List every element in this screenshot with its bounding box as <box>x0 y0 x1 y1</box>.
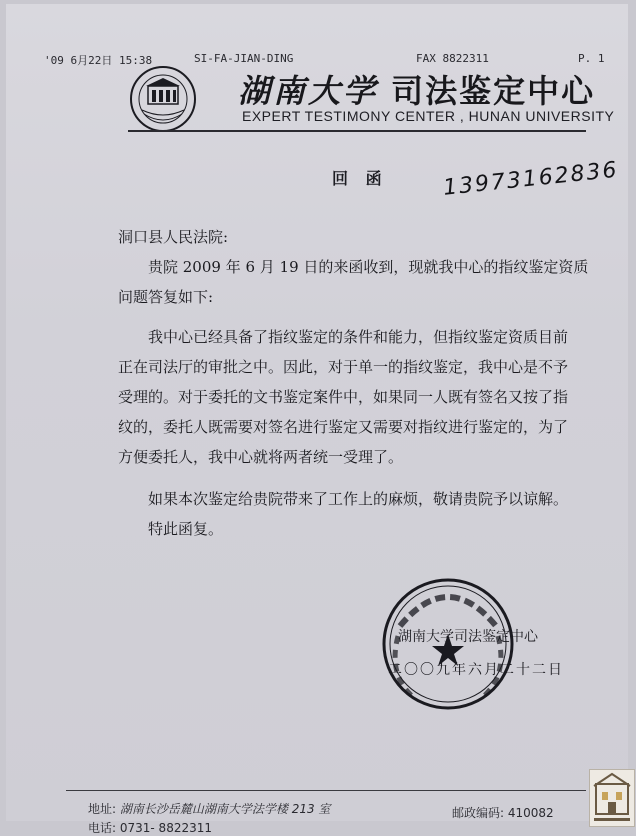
paragraph-1-line: 贵院 2009 年 6 月 19 日的来函收到，现就我中心的指纹鉴定资质 <box>148 258 589 276</box>
postal-code: 410082 <box>507 806 554 820</box>
fax-sender-id: SI-FA-JIAN-DING <box>194 52 294 65</box>
center-name-en: EXPERT TESTIMONY CENTER , HUNAN UNIVERSITY <box>242 108 615 124</box>
paragraph-2-line: 方便委托人，我中心就将两者统一受理了。 <box>118 448 404 466</box>
center-name-cn: 司法鉴定中心 <box>391 72 596 110</box>
signer-name: 湖南大学司法鉴定中心 <box>398 629 538 645</box>
paragraph-3: 如果本次鉴定给贵院带来了工作上的麻烦，敬请贵院予以谅解。 <box>148 490 569 508</box>
letter-addressee: 洞口县人民法院: <box>118 228 229 246</box>
address-label: 地址: <box>88 802 117 816</box>
footer-address <box>88 800 330 817</box>
paragraph-2-line: 受理的。对于委托的文书鉴定案件中，如果同一人既有签名又按了指 <box>118 388 569 406</box>
postal-label: 邮政编码: <box>452 806 505 820</box>
building-thumbnail-icon <box>589 769 635 827</box>
footer-postal <box>452 804 554 821</box>
paragraph-1-line: 问题答复如下: <box>118 288 214 306</box>
paragraph-2-line: 我中心已经具备了指纹鉴定的条件和能力，但指纹鉴定资质目前 <box>148 328 569 346</box>
phone-label: 电话: <box>88 821 117 835</box>
university-seal-logo <box>128 64 198 134</box>
footer-divider <box>66 790 586 791</box>
letterhead-divider <box>128 130 586 132</box>
signing-date: 二〇〇九年六月二十二日 <box>388 662 564 678</box>
fax-number: FAX 8822311 <box>416 52 489 65</box>
address-value: 湖南长沙岳麓山湖南大学法学楼 213 室 <box>119 802 331 816</box>
phone-value: 0731- 8822311 <box>119 821 213 835</box>
closing-remark: 特此函复。 <box>148 520 224 538</box>
fax-page: P. 1 <box>578 52 605 65</box>
document-page <box>6 4 628 835</box>
paragraph-2-line: 正在司法厅的审批之中。因此，对于单一的指纹鉴定，我中心是不予 <box>118 358 569 376</box>
university-name-cn: 湖南大学 <box>238 72 379 110</box>
handwritten-phone-number: 13973162836 <box>442 157 620 201</box>
paragraph-2 <box>118 322 598 472</box>
paragraph-1 <box>118 252 588 312</box>
letter-title: 回 函 <box>332 169 388 188</box>
letterhead-title <box>238 66 595 112</box>
fax-date-time: '09 6月22日 15:38 <box>44 54 153 67</box>
paragraph-2-line: 纹的，委托人既需要对签名进行鉴定又需要对指纹进行鉴定的，为了 <box>118 418 569 436</box>
footer-phone <box>88 819 212 836</box>
